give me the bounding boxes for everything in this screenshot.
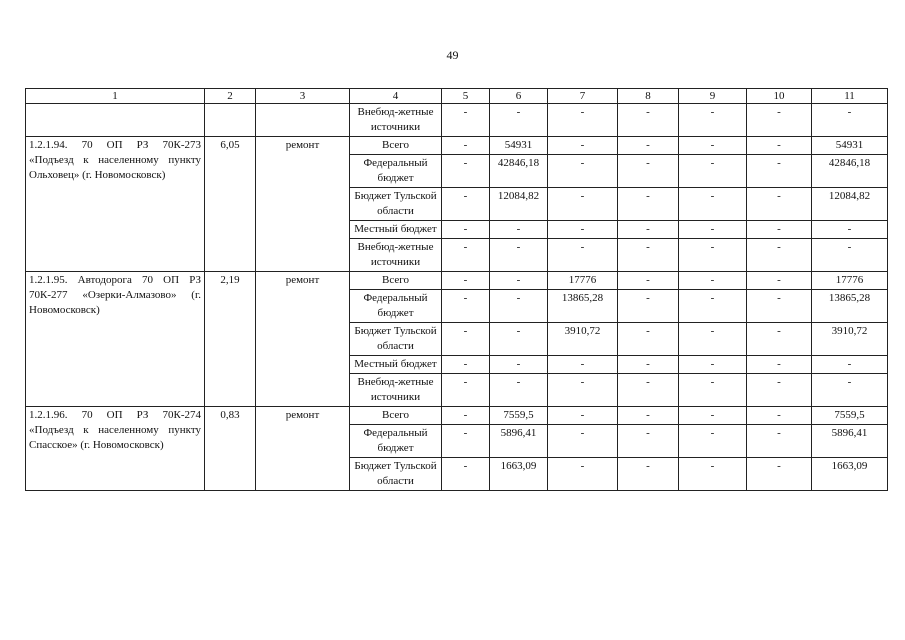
value-cell: -	[679, 155, 747, 188]
page-number: 49	[446, 48, 459, 62]
value-cell: -	[548, 104, 618, 137]
value-cell: -	[618, 425, 679, 458]
value-cell: -	[747, 323, 812, 356]
table-row	[26, 407, 888, 425]
column-header: 3	[256, 89, 350, 104]
source-cell: Бюджет Тульской области	[350, 323, 442, 356]
object-cell: 1.2.1.94. 70 ОП РЗ 70К-273 «Подъезд к населенному пункту Ольховец» (г. Новомосковск)	[26, 137, 205, 272]
value-cell: -	[747, 458, 812, 491]
value-cell: -	[747, 137, 812, 155]
source-cell: Бюджет Тульской области	[350, 188, 442, 221]
value-cell: -	[442, 407, 490, 425]
value-cell: -	[747, 239, 812, 272]
value-cell: -	[679, 458, 747, 491]
work-cell: ремонт	[256, 272, 350, 407]
value-cell: -	[548, 425, 618, 458]
work-cell: ремонт	[256, 137, 350, 272]
object-cell: 1.2.1.96. 70 ОП РЗ 70К-274 «Подъезд к населенному пункту Спасское» (г. Новомосковск)	[26, 407, 205, 491]
source-cell: Федеральный бюджет	[350, 425, 442, 458]
value-cell: -	[618, 323, 679, 356]
value-cell: 13865,28	[812, 290, 888, 323]
value-cell: -	[490, 374, 548, 407]
length-cell: 0,83	[205, 407, 256, 491]
value-cell: -	[618, 104, 679, 137]
source-cell: Бюджет Тульской области	[350, 458, 442, 491]
value-cell: -	[812, 239, 888, 272]
budget-table	[25, 88, 888, 491]
value-cell: -	[490, 104, 548, 137]
value-cell: 5896,41	[490, 425, 548, 458]
value-cell: -	[747, 188, 812, 221]
value-cell: -	[442, 458, 490, 491]
value-cell: -	[548, 155, 618, 188]
value-cell: -	[618, 272, 679, 290]
value-cell: -	[747, 407, 812, 425]
source-cell: Федеральный бюджет	[350, 155, 442, 188]
value-cell: -	[618, 188, 679, 221]
value-cell: 7559,5	[812, 407, 888, 425]
value-cell: 42846,18	[490, 155, 548, 188]
value-cell: 12084,82	[812, 188, 888, 221]
work-cell	[256, 104, 350, 137]
value-cell: -	[618, 155, 679, 188]
value-cell: -	[679, 239, 747, 272]
value-cell: 1663,09	[490, 458, 548, 491]
value-cell: -	[747, 272, 812, 290]
value-cell: -	[679, 221, 747, 239]
value-cell: -	[548, 137, 618, 155]
source-cell: Местный бюджет	[350, 356, 442, 374]
value-cell: -	[442, 137, 490, 155]
value-cell: 3910,72	[548, 323, 618, 356]
value-cell: -	[442, 290, 490, 323]
source-cell: Внебюд-жетные источники	[350, 374, 442, 407]
value-cell: -	[618, 458, 679, 491]
value-cell: -	[548, 356, 618, 374]
value-cell: -	[490, 239, 548, 272]
value-cell: 12084,82	[490, 188, 548, 221]
column-header: 2	[205, 89, 256, 104]
value-cell: -	[747, 425, 812, 458]
source-cell: Местный бюджет	[350, 221, 442, 239]
value-cell: -	[618, 137, 679, 155]
object-cell	[26, 104, 205, 137]
value-cell: -	[490, 290, 548, 323]
value-cell: -	[679, 425, 747, 458]
source-cell: Внебюд-жетные источники	[350, 239, 442, 272]
value-cell: -	[747, 104, 812, 137]
value-cell: -	[548, 221, 618, 239]
value-cell: -	[618, 290, 679, 323]
value-cell: -	[442, 239, 490, 272]
length-cell: 6,05	[205, 137, 256, 272]
value-cell: 13865,28	[548, 290, 618, 323]
value-cell: -	[618, 407, 679, 425]
value-cell: -	[548, 374, 618, 407]
table-row	[26, 137, 888, 155]
object-cell: 1.2.1.95. Автодорога 70 ОП РЗ 70К-277 «Озерки-Алмазово» (г. Новомосковск)	[26, 272, 205, 407]
value-cell: -	[490, 356, 548, 374]
value-cell: -	[548, 407, 618, 425]
value-cell: -	[812, 374, 888, 407]
value-cell: -	[812, 356, 888, 374]
table-row	[26, 272, 888, 290]
value-cell: -	[812, 221, 888, 239]
value-cell: -	[442, 155, 490, 188]
value-cell: 1663,09	[812, 458, 888, 491]
column-header: 6	[490, 89, 548, 104]
value-cell: 3910,72	[812, 323, 888, 356]
value-cell: -	[679, 188, 747, 221]
value-cell: -	[442, 188, 490, 221]
value-cell: -	[442, 104, 490, 137]
value-cell: -	[679, 374, 747, 407]
value-cell: -	[618, 239, 679, 272]
table-body	[26, 104, 888, 491]
value-cell: -	[618, 221, 679, 239]
source-cell: Федеральный бюджет	[350, 290, 442, 323]
value-cell: -	[442, 272, 490, 290]
value-cell: -	[548, 188, 618, 221]
source-cell: Всего	[350, 272, 442, 290]
column-header: 7	[548, 89, 618, 104]
column-header: 10	[747, 89, 812, 104]
source-cell: Всего	[350, 407, 442, 425]
length-cell	[205, 104, 256, 137]
value-cell: 54931	[490, 137, 548, 155]
value-cell: -	[747, 290, 812, 323]
length-cell: 2,19	[205, 272, 256, 407]
value-cell: -	[618, 374, 679, 407]
value-cell: -	[679, 104, 747, 137]
value-cell: -	[490, 323, 548, 356]
carry-over-row	[26, 104, 888, 137]
value-cell: -	[442, 221, 490, 239]
value-cell: 54931	[812, 137, 888, 155]
value-cell: -	[442, 425, 490, 458]
value-cell: -	[747, 374, 812, 407]
value-cell: -	[679, 137, 747, 155]
value-cell: -	[679, 407, 747, 425]
column-header: 8	[618, 89, 679, 104]
source-cell: Внебюд-жетные источники	[350, 104, 442, 137]
value-cell: -	[548, 239, 618, 272]
column-header: 11	[812, 89, 888, 104]
value-cell: -	[679, 290, 747, 323]
column-header: 9	[679, 89, 747, 104]
value-cell: -	[679, 323, 747, 356]
value-cell: -	[548, 458, 618, 491]
value-cell: -	[618, 356, 679, 374]
value-cell: -	[747, 356, 812, 374]
column-header: 5	[442, 89, 490, 104]
column-header: 4	[350, 89, 442, 104]
value-cell: 17776	[812, 272, 888, 290]
value-cell: 42846,18	[812, 155, 888, 188]
value-cell: 7559,5	[490, 407, 548, 425]
column-number-row	[26, 89, 888, 104]
column-header: 1	[26, 89, 205, 104]
value-cell: -	[747, 221, 812, 239]
work-cell: ремонт	[256, 407, 350, 491]
value-cell: -	[747, 155, 812, 188]
value-cell: -	[490, 272, 548, 290]
value-cell: -	[442, 356, 490, 374]
value-cell: 5896,41	[812, 425, 888, 458]
source-cell: Всего	[350, 137, 442, 155]
value-cell: 17776	[548, 272, 618, 290]
value-cell: -	[442, 374, 490, 407]
value-cell: -	[490, 221, 548, 239]
value-cell: -	[679, 356, 747, 374]
value-cell: -	[679, 272, 747, 290]
value-cell: -	[812, 104, 888, 137]
value-cell: -	[442, 323, 490, 356]
